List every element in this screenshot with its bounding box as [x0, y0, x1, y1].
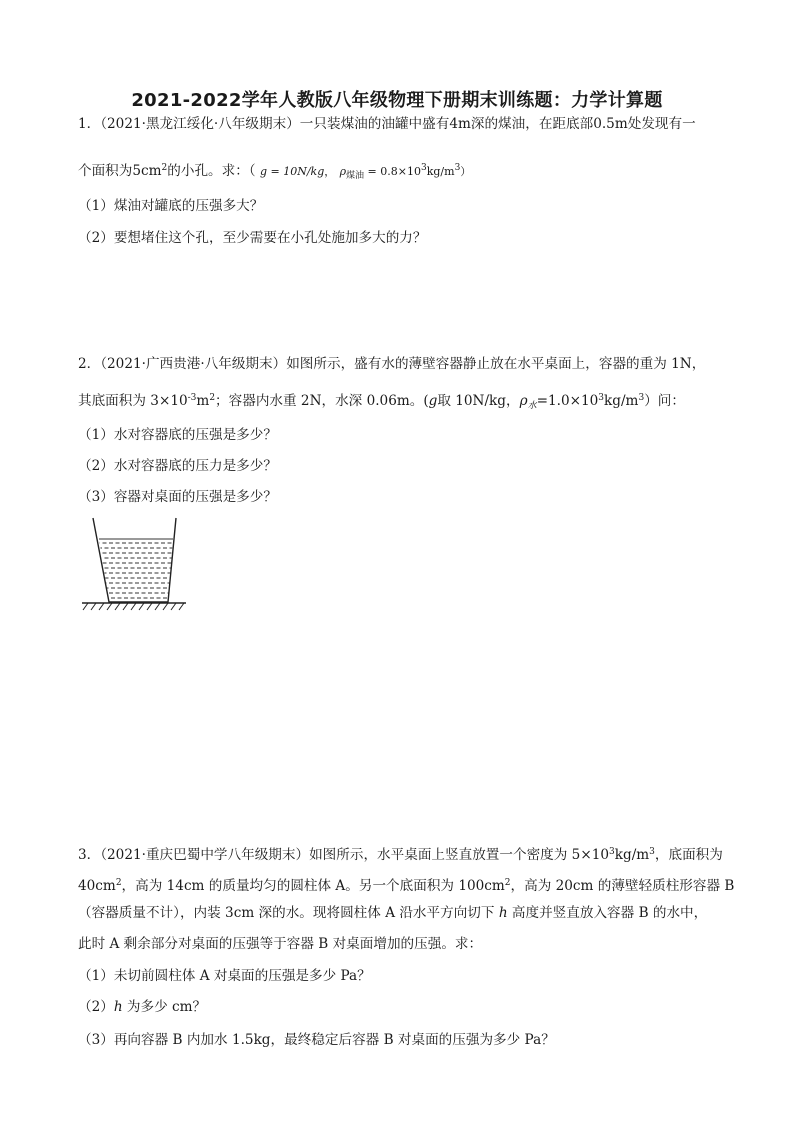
- q2-rho-val: =1.0×10: [536, 393, 599, 409]
- q2-line-2: [78, 388, 685, 416]
- q2-rho: ρ: [519, 393, 528, 409]
- q2-sub-1: （1）水对容器底的压强是多少？: [78, 427, 277, 443]
- q2-text-b: m: [196, 393, 210, 409]
- q3-line-3: [78, 903, 707, 923]
- q1-text-a: 个面积为5cm: [78, 163, 162, 179]
- q2-text-a: 其底面积为 3×10: [78, 393, 188, 409]
- q1-sup: 2: [161, 163, 168, 173]
- container-walls: [93, 518, 176, 602]
- q2-g: g: [428, 393, 438, 409]
- table-hatching: [83, 603, 184, 610]
- q3-text-1b: kg/m: [614, 847, 650, 863]
- q1-line-1: 1．（2021·黑龙江绥化·八年级期末）一只装煤油的油罐中盛有4m深的煤油，在距底部0.5m处发现有一: [78, 116, 696, 132]
- q3-exp-1: 3: [609, 847, 615, 857]
- q1-rho-sub: 煤油: [346, 171, 365, 181]
- q2-rho-unit: kg/m: [604, 393, 639, 409]
- q3-line-1: [78, 842, 723, 865]
- q1-close: ）: [460, 165, 472, 178]
- document-title: 2021-2022学年人教版八年级物理下册期末训练题：力学计算题: [131, 90, 663, 111]
- q2-sub-3: （3）容器对桌面的压强是多少？: [78, 489, 277, 505]
- q2-text-c: ；容器内水重 2N，水深 0.06m。(: [215, 393, 429, 409]
- q1-line-2: [78, 158, 471, 186]
- q3-text-2c: ，高为 20cm 的薄壁轻质柱形容器 B: [510, 878, 735, 894]
- q1-sub-1: （1）煤油对罐底的压强多大？: [78, 198, 264, 214]
- q3-line-4: 此时 A 剩余部分对桌面的压强等于容器 B 对桌面增加的压强。求：: [78, 936, 483, 952]
- q1-sep: ，: [324, 165, 336, 178]
- q3-sub-2: [78, 997, 206, 1017]
- q3-sup-2a: 2: [115, 878, 122, 888]
- q2-rho-sub: 水: [527, 401, 537, 411]
- q3-line-2: [78, 873, 734, 896]
- q2-line-1: 2．（2021·广西贵港·八年级期末）如图所示，盛有水的薄壁容器静止放在水平桌面上，容器的重为 1N，: [78, 356, 706, 372]
- q1-rho-unit: kg/m: [426, 165, 455, 178]
- q2-sub-2: （2）水对容器底的压力是多少？: [78, 458, 277, 474]
- q1-rho-exp: 3: [420, 163, 427, 173]
- q1-rho-val: = 0.8×10: [364, 165, 421, 178]
- q3-h: h: [498, 905, 508, 921]
- q1-g-expr: g = 10N/kg: [259, 165, 325, 178]
- q2-sup: 2: [209, 393, 216, 403]
- q1-text-b: 的小孔。求：（: [167, 163, 256, 179]
- q3-sub-1: （1）未切前圆柱体 A 对桌面的压强是多少 Pa？: [78, 968, 371, 984]
- q1-sub-2: （2）要想堵住这个孔，至少需要在小孔处施加多大的力？: [78, 230, 427, 246]
- q3-sup-2b: 2: [504, 878, 511, 888]
- q2-text-e: ）问：: [644, 393, 685, 409]
- q1-rho-unit-exp: 3: [454, 163, 461, 173]
- q3-text-1c: ，底面积为: [654, 847, 723, 863]
- q3-text-3a: （容器质量不计），内装 3cm 深的水。现将圆柱体 A 沿水平方向切下: [78, 905, 499, 921]
- q3-text-1a: 3．（2021·重庆巴蜀中学八年级期末）如图所示，水平桌面上竖直放置一个密度为 5×10: [78, 847, 610, 863]
- q3-text-2a: 40cm: [78, 878, 116, 894]
- q3-sub2-a: （2）: [78, 999, 114, 1015]
- q2-exp: -3: [187, 393, 197, 403]
- q2-rho-unit-exp: 3: [638, 393, 645, 403]
- q1-rho: ρ: [339, 165, 347, 178]
- q3-text-3b: 高度并竖直放入容器 B 的水中，: [507, 905, 708, 921]
- q3-sub2-b: 为多少 cm？: [122, 999, 207, 1015]
- q3-sub-3: （3）再向容器 B 内加水 1.5kg，最终稳定后容器 B 对桌面的压强为多少 Pa？: [78, 1032, 555, 1048]
- container-figure: [78, 516, 190, 616]
- q2-text-d: 取 10N/kg，: [437, 393, 520, 409]
- q3-text-2b: ，高为 14cm 的质量均匀的圆柱体 A。另一个底面积为 100cm: [121, 878, 505, 894]
- water-pattern: [96, 543, 178, 598]
- q2-rho-exp: 3: [598, 393, 605, 403]
- q3-exp-2: 3: [649, 847, 655, 857]
- q3-sub2-h: h: [113, 999, 123, 1015]
